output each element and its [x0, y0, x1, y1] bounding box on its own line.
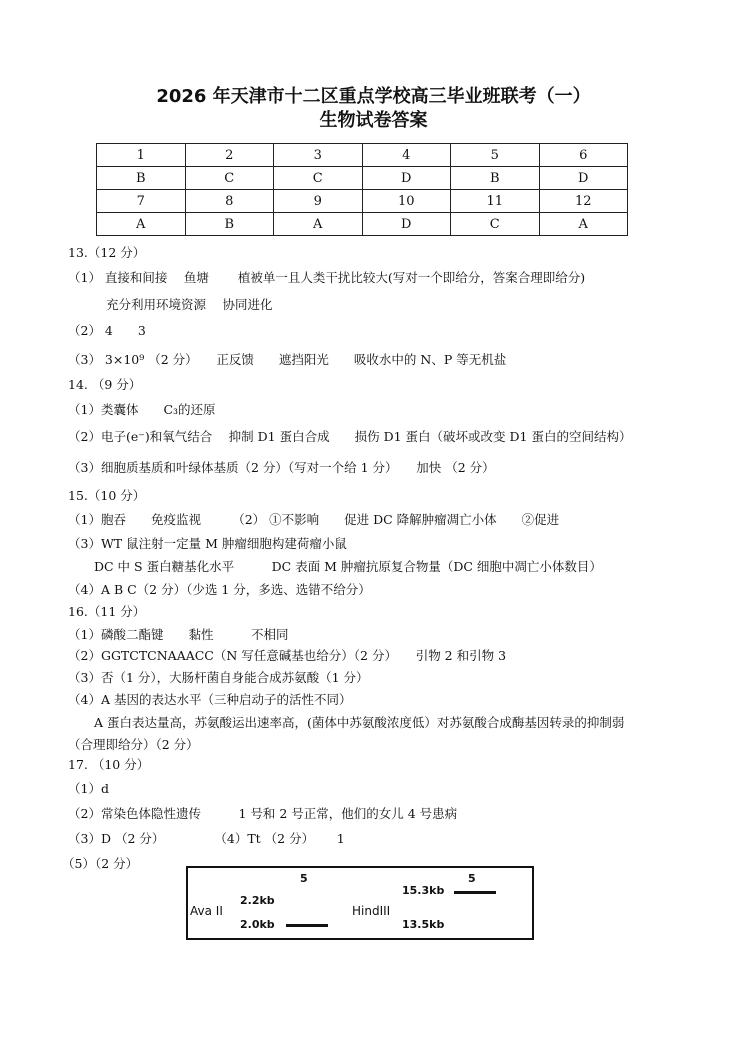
table-cell: A	[274, 213, 363, 236]
table-cell: D	[539, 167, 628, 190]
table-cell: C	[185, 167, 274, 190]
answer-line: （1）磷酸二酯键 黏性 不相同	[68, 627, 289, 642]
size-marker: 2.0kb	[240, 918, 275, 931]
gel-electrophoresis-figure	[186, 866, 534, 940]
table-row	[97, 167, 628, 190]
table-cell: D	[362, 213, 451, 236]
table-cell: 10	[362, 190, 451, 213]
answer-line: （3）否（1 分），大肠杆菌自身能合成苏氨酸（1 分）	[68, 670, 369, 685]
answer-line: （3）细胞质基质和叶绿体基质（2 分）（写对一个给 1 分） 加快 （2 分）	[68, 460, 495, 475]
answer-line: （2）常染色体隐性遗传 1 号和 2 号正常，他们的女儿 4 号患病	[68, 806, 458, 821]
table-cell: B	[185, 213, 274, 236]
question-14-header: 14. （9 分）	[68, 377, 142, 392]
table-row	[97, 190, 628, 213]
answer-line: （1）d	[68, 781, 109, 796]
answer-line: （4）A B C（2 分）（少选 1 分，多选、选错不给分）	[68, 582, 371, 597]
table-cell: A	[97, 213, 186, 236]
question-16-header: 16.（11 分）	[68, 604, 146, 619]
answer-line: （合理即给分）（2 分）	[68, 737, 199, 752]
question-13-header: 13.（12 分）	[68, 245, 146, 260]
table-cell: 8	[185, 190, 274, 213]
size-marker: 13.5kb	[402, 918, 445, 931]
table-cell: 4	[362, 144, 451, 167]
page-title: 2026 年天津市十二区重点学校高三毕业班联考（一）	[156, 86, 591, 107]
size-marker: 2.2kb	[240, 894, 275, 907]
table-cell: 9	[274, 190, 363, 213]
gel-band	[454, 891, 496, 894]
page-subtitle: 生物试卷答案	[319, 110, 428, 131]
lane-label-left: 5	[300, 872, 308, 885]
table-cell: 2	[185, 144, 274, 167]
answer-line: （1）类囊体 C₃的还原	[68, 402, 216, 417]
table-cell: C	[451, 213, 540, 236]
gel-band	[286, 924, 328, 927]
question-17-header: 17. （10 分）	[68, 757, 150, 772]
table-row	[97, 144, 628, 167]
answer-line: A 蛋白表达量高，苏氨酸运出速率高，(菌体中苏氨酸浓度低）对苏氨酸合成酶基因转录的抑制弱	[94, 715, 625, 730]
table-cell: 12	[539, 190, 628, 213]
answer-line: DC 中 S 蛋白糖基化水平 DC 表面 M 肿瘤抗原复合物量（DC 细胞中凋亡小体数目）	[94, 559, 602, 574]
table-cell: B	[451, 167, 540, 190]
lane-label-right: 5	[468, 872, 476, 885]
table-cell: B	[97, 167, 186, 190]
table-cell: D	[362, 167, 451, 190]
enzyme-label-left: Ava II	[190, 904, 223, 918]
answer-line: 充分利用环境资源 协同进化	[106, 297, 273, 312]
answer-line: （3） 3×10⁹ （2 分） 正反馈 遮挡阳光 吸收水中的 N、P 等无机盐	[68, 352, 507, 367]
table-cell: 11	[451, 190, 540, 213]
answer-table	[96, 143, 628, 236]
table-cell: 5	[451, 144, 540, 167]
table-cell: C	[274, 167, 363, 190]
table-cell: 6	[539, 144, 628, 167]
table-cell: 1	[97, 144, 186, 167]
answer-line: （3）D （2 分） （4）Tt （2 分） 1	[68, 831, 345, 846]
answer-line: （1） 直接和间接 鱼塘 植被单一且人类干扰比较大(写对一个即给分，答案合理即给分)	[68, 270, 586, 285]
table-cell: 7	[97, 190, 186, 213]
answer-line: （1）胞吞 免疫监视 （2） ①不影响 促进 DC 降解肿瘤凋亡小体 ②促进	[68, 512, 560, 527]
answer-line: （2） 4 3	[68, 323, 146, 338]
answer-line: （3）WT 鼠注射一定量 M 肿瘤细胞构建荷瘤小鼠	[68, 536, 347, 551]
answer-line: （2）GGTCTCNAAACC（N 写任意碱基也给分）（2 分） 引物 2 和引物 3	[68, 648, 507, 663]
enzyme-label-right: HindIII	[352, 904, 391, 918]
table-row	[97, 213, 628, 236]
table-cell: A	[539, 213, 628, 236]
answer-line: （2）电子(e⁻)和氧气结合 抑制 D1 蛋白合成 损伤 D1 蛋白（破坏或改变 D1 蛋白的空间结构）	[68, 429, 632, 444]
size-marker: 15.3kb	[402, 884, 445, 897]
answer-line: （4）A 基因的表达水平（三种启动子的活性不同）	[68, 692, 352, 707]
table-cell: 3	[274, 144, 363, 167]
answer-line: （5）（2 分）	[62, 856, 139, 871]
question-15-header: 15.（10 分）	[68, 488, 146, 503]
